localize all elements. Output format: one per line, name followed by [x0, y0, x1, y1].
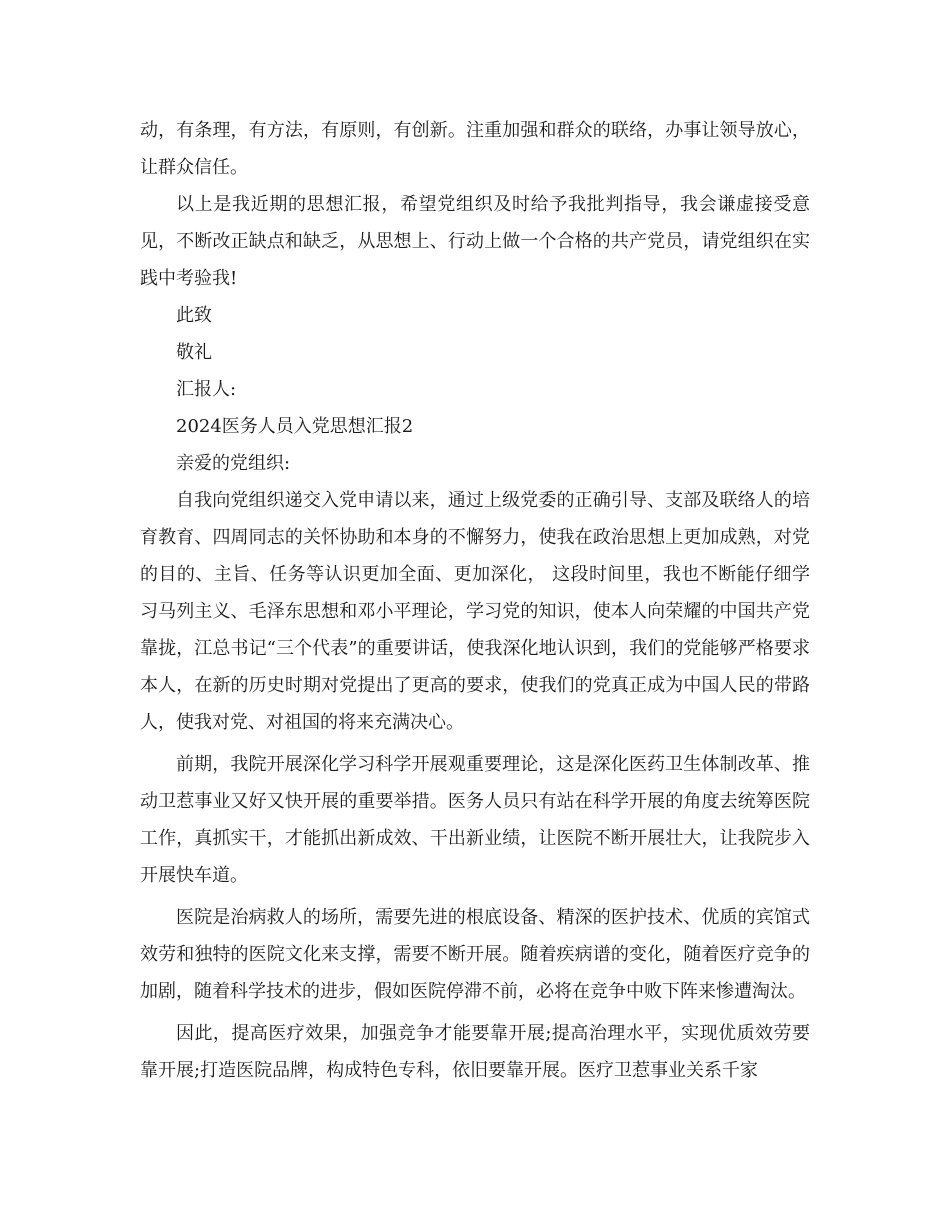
greeting: 亲爱的党组织: [176, 453, 291, 474]
salutation-jingli: 敬礼 [176, 342, 212, 363]
salutation-cizhi: 此致 [176, 305, 212, 326]
paragraph-continuation: 动，有条理，有方法，有原则，有创新。注重加强和群众的联络，办事让领导放心，让群众信任。 [140, 120, 810, 178]
section-title: 2024医务人员入党思想汇报2 [176, 416, 414, 437]
document-page [140, 112, 810, 1089]
paragraph-body-3: 医院是治病救人的场所，需要先进的根底设备、精深的医护技术、优质的宾馆式效劳和独特的医院文化来支撑，需要不断开展。随着疾病谱的变化，随着医疗竞争的加剧，随着科学技术的进步，假如医院停滞不前，必将在竞争中败下阵来惨遭淘汰。 [140, 907, 810, 1002]
paragraph-body-4: 因此，提高医疗效果，加强竞争才能要靠开展;提高治理水平，实现优质效劳要靠开展;打造医院品牌，构成特色专科，依旧要靠开展。医疗卫惹事业关系千家 [140, 1023, 810, 1081]
paragraph-body-1: 自我向党组织递交入党申请以来，通过上级党委的正确引导、支部及联络人的培育教育、四周同志的关怀协助和本身的不懈努力，使我在政治思想上更加成熟，对党的目的、主旨、任务等认识更加全面、更加深化， 这段时间里，我也不断能仔细学习马列主义、毛泽东思想和邓小平理论，学习党的知识，使本人向荣耀的中国共产党靠拢，江总书记“三个代表”的重要讲话，使我深化地认识到，我们的党能够严格要求本人，在新的历史时期对党提出了更高的要求，使我们的党真正成为中国人民的带路人，使我对党、对祖国的将来充满决心。 [140, 490, 810, 733]
paragraph-body-2: 前期，我院开展深化学习科学开展观重要理论，这是深化医药卫生体制改革、推动卫惹事业又好又快开展的重要举措。医务人员只有站在科学开展的角度去统筹医院工作，真抓实干，才能抓出新成效、干出新业绩，让医院不断开展壮大，让我院步入开展快车道。 [140, 754, 810, 886]
paragraph-closing-statement: 以上是我近期的思想汇报，希望党组织及时给予我批判指导，我会谦虚接受意见，不断改正缺点和缺乏，从思想上、行动上做一个合格的共产党员，请党组织在实践中考验我! [140, 194, 810, 289]
reporter-label: 汇报人: [176, 379, 237, 400]
